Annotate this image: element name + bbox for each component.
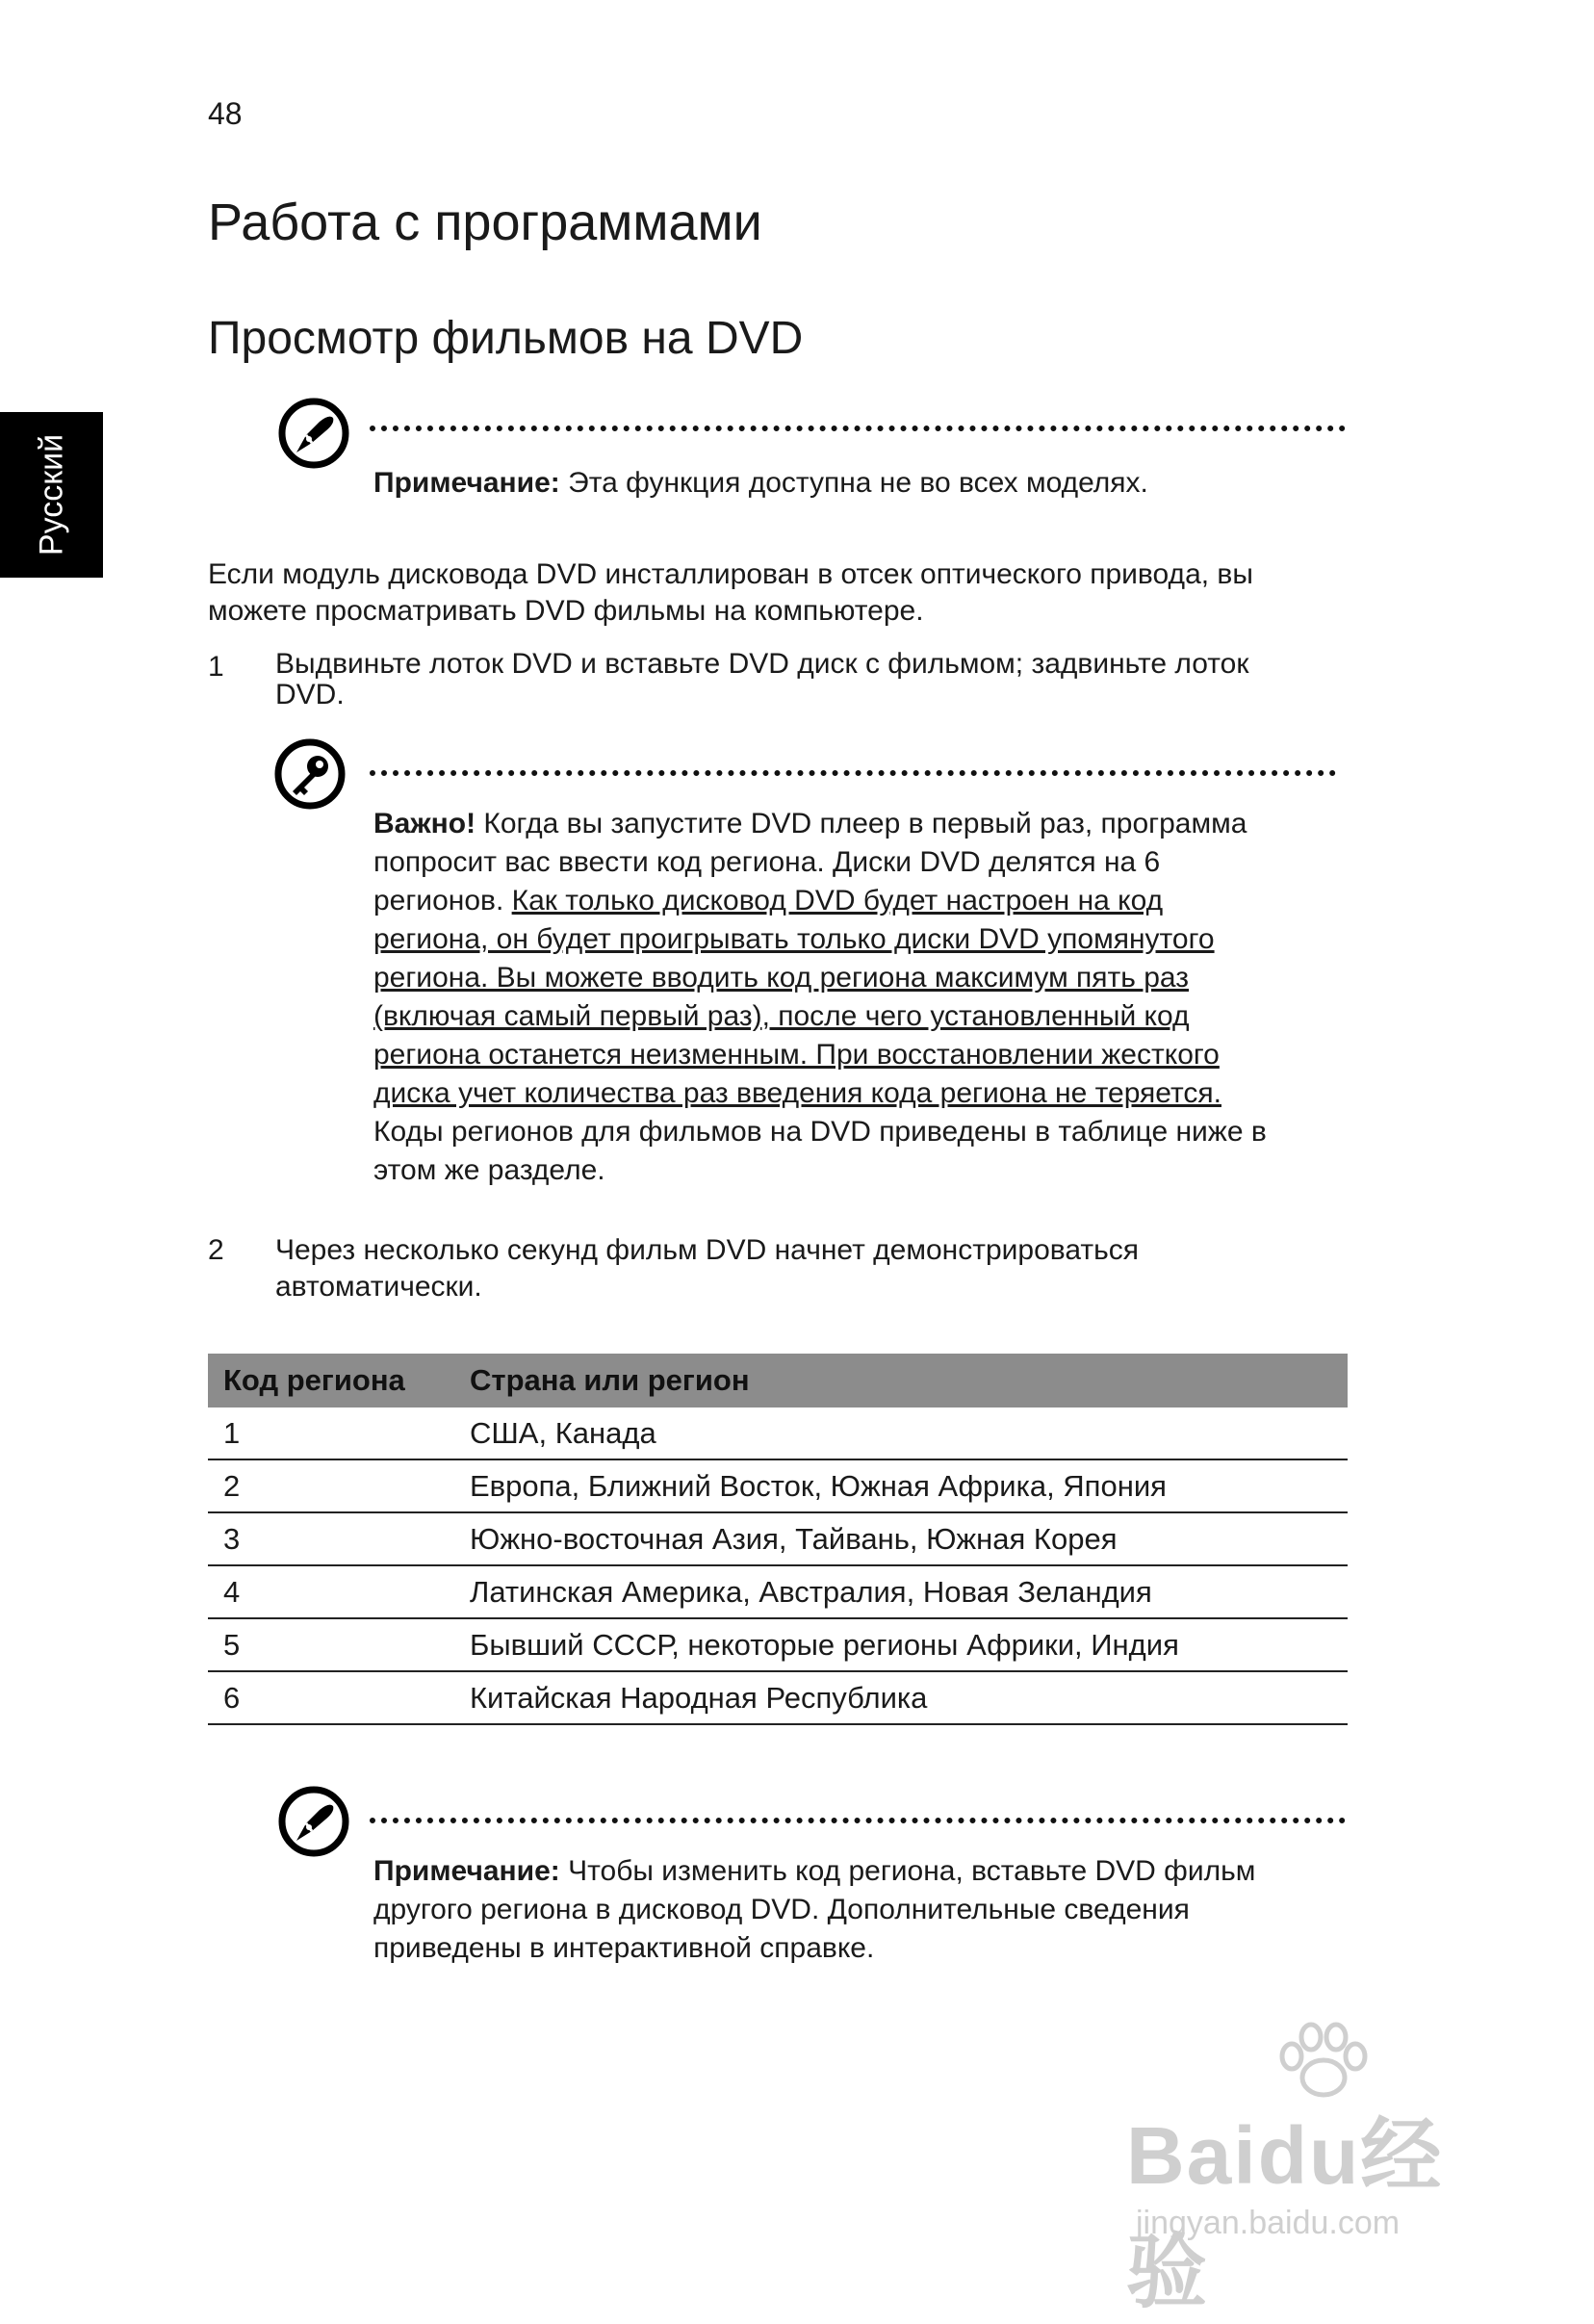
page-number: 48 [208,96,243,131]
table-row [208,1407,1348,1459]
table-row [208,1671,1348,1724]
step-1-text: Выдвиньте лоток DVD и вставьте DVD диск с фильмом; задвиньте лоток DVD. [275,648,1249,710]
paw-print-icon [1271,2022,1376,2099]
note-text: Примечание: Чтобы изменить код региона, вставьте DVD фильм другого региона в дисковод DVD. Дополнительные сведения приведены в интерактивной справке. [373,1855,1256,1964]
column-header-code: Код региона [208,1354,454,1407]
table-row [208,1618,1348,1671]
region-name-cell: Бывший СССР, некоторые регионы Африки, Индия [454,1618,1348,1671]
region-name-cell: Южно-восточная Азия, Тайвань, Южная Корея [454,1512,1348,1565]
note-callout-2 [277,1785,1348,1977]
note-text: Примечание: Эта функция доступна не во всех моделях. [373,467,1148,499]
important-callout [273,737,1348,1190]
region-code-table [208,1354,1348,1725]
note-pen-icon [277,1785,350,1858]
page-title: Работа с программами [208,194,762,251]
language-side-tab [0,412,103,578]
watermark-brand: Baidu经验 [1126,2110,1444,2317]
region-code-cell: 5 [208,1618,454,1671]
step-2-text: Через несколько секунд фильм DVD начнет демонстрироваться автоматически. [275,1234,1140,1303]
region-code-cell: 4 [208,1565,454,1618]
region-code-cell: 3 [208,1512,454,1565]
baidu-watermark [1126,2022,1511,2317]
note-pen-icon [277,397,350,470]
note-divider [370,1818,1346,1823]
table-row [208,1512,1348,1565]
important-text: Важно! Когда вы запустите DVD плеер в первый раз, программа попросит вас ввести код региона. Диски DVD делятся на 6 регионов. Как только дисковод DVD будет настроен на код региона, он будет проигрывать только диски DVD упомянутого региона. Вы можете вводить код региона максимум пять раз (включая самый первый раз), после чего установленный код региона останется неизменным. При восстановлении жесткого диска учет количества раз введения кода региона не теряется. Коды регионов для фильмов на DVD приведены в таблице ниже в этом же разделе. [373,808,1267,1186]
region-code-cell: 1 [208,1407,454,1459]
language-label: Русский [33,433,69,556]
table-row [208,1459,1348,1512]
region-name-cell: Европа, Ближний Восток, Южная Африка, Япония [454,1459,1348,1512]
step-number-1: 1 [208,651,224,683]
note-divider [370,426,1346,431]
important-label: Важно! [373,808,476,839]
important-divider [370,770,1336,776]
section-title: Просмотр фильмов на DVD [208,313,804,364]
note-callout-1 [277,397,1348,512]
region-name-cell: Китайская Народная Республика [454,1671,1348,1724]
region-code-cell: 6 [208,1671,454,1724]
column-header-region: Страна или регион [454,1354,1348,1407]
intro-paragraph: Если модуль дисковода DVD инсталлирован в отсек оптического привода, вы можете просматривать DVD фильмы на компьютере. [208,558,1253,627]
region-code-cell: 2 [208,1459,454,1512]
watermark-url: jingyan.baidu.com [1136,2205,1401,2241]
note-label: Примечание: [373,467,560,499]
step-number-2: 2 [208,1234,224,1266]
region-name-cell: Латинская Америка, Австралия, Новая Зеландия [454,1565,1348,1618]
table-header-row [208,1354,1348,1407]
important-key-icon [273,737,347,811]
table-row [208,1565,1348,1618]
region-name-cell: США, Канада [454,1407,1348,1459]
note-label: Примечание: [373,1855,560,1887]
